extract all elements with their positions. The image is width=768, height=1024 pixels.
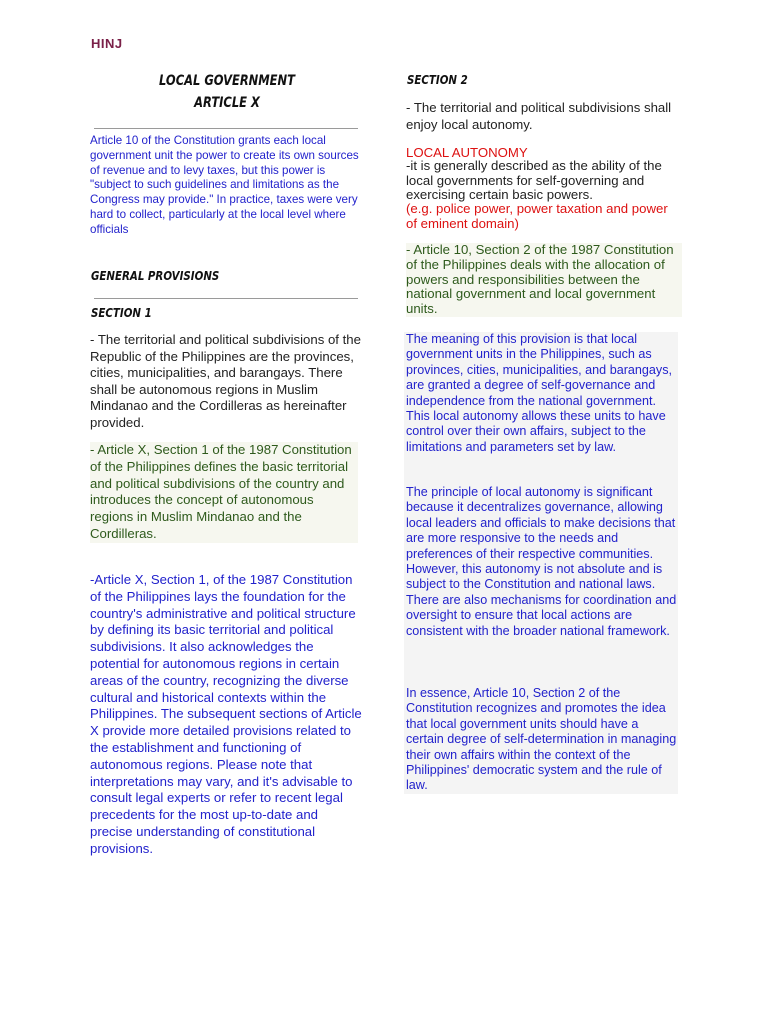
panel-paragraph-2: The principle of local autonomy is significant because it decentralizes governance, allowing local leaders and officials to make decisions that are more responsive to the needs and preferences of their respective communities. However, this autonomy is not absolute and is subject to the Constitution and national laws. There are also mechanisms for coordination and oversight to ensure that local actions are consistent with the broader national framework. <box>406 485 677 638</box>
document-title-line2: ARTICLE X <box>194 95 260 111</box>
intro-paragraph: Article 10 of the Constitution grants each local government unit the power to create its own sources of revenue and to levy taxes, but this power is "subject to such guidelines and limitations as the Congress may provide." In practice, taxes were very hard to collect, particularly at the local level where officials <box>90 134 359 236</box>
section2-heading: SECTION 2 <box>407 72 468 87</box>
panel-paragraph-3: In essence, Article 10, Section 2 of the Constitution recognizes and promotes the idea that local government units should have a certain degree of self-determination in managing their own affairs within the context of the Philippines' democratic system and the rule of law. <box>406 686 677 793</box>
section1-heading: SECTION 1 <box>91 305 152 320</box>
section2-text: - The territorial and political subdivisions shall enjoy local autonomy. <box>406 100 672 132</box>
section2-green-commentary: - Article 10, Section 2 of the 1987 Constitution of the Philippines deals with the allocation of powers and responsibilities between the national government and local government units. <box>406 243 682 317</box>
panel-paragraph-1: The meaning of this provision is that local government units in the Philippines, such as provinces, cities, municipalities, and barangays, are granted a degree of self-governance and independence from the national government. This local autonomy allows these units to have control over their own affairs, subject to the limitations and parameters set by law. <box>406 332 672 454</box>
section1-green-commentary: - Article X, Section 1 of the 1987 Constitution of the Philippines defines the basic territorial and political subdivisions of the country and introduces the concept of autonomous regions in Muslim Mindanao and the Cordilleras. <box>90 442 358 543</box>
local-autonomy-definition: -it is generally described as the ability of the local governments for self-governing and exercising certain basic powers. <box>406 158 662 203</box>
document-title-line1: LOCAL GOVERNMENT <box>159 73 295 89</box>
section1-text: - The territorial and political subdivisions of the Republic of the Philippines are the provinces, cities, municipalities, and barangays. There shall be autonomous regions in Muslim Mindanao and the Cordilleras as hereinafter provided. <box>90 332 361 430</box>
general-provisions-heading: GENERAL PROVISIONS <box>91 268 220 283</box>
local-autonomy-examples: (e.g. police power, power taxation and power of eminent domain) <box>406 201 668 231</box>
section1-blue-commentary: -Article X, Section 1, of the 1987 Constitution of the Philippines lays the foundation for the country's administrative and political structure by defining its basic territorial and political subdivisions. It also acknowledges the potential for autonomous regions in certain areas of the country, recognizing the diverse cultural and historical contexts within the Philippines. The subsequent sections of Article X provide more detailed provisions related to the establishment and functioning of autonomous regions. Please note that interpretations may vary, and it's advisable to consult legal experts or refer to recent legal precedents for the most up-to-date and precise understanding of constitutional provisions. <box>90 572 362 856</box>
document-mark: HINJ <box>91 36 123 51</box>
divider <box>94 128 358 129</box>
divider <box>94 298 358 299</box>
local-autonomy-heading: LOCAL AUTONOMY <box>406 145 528 160</box>
